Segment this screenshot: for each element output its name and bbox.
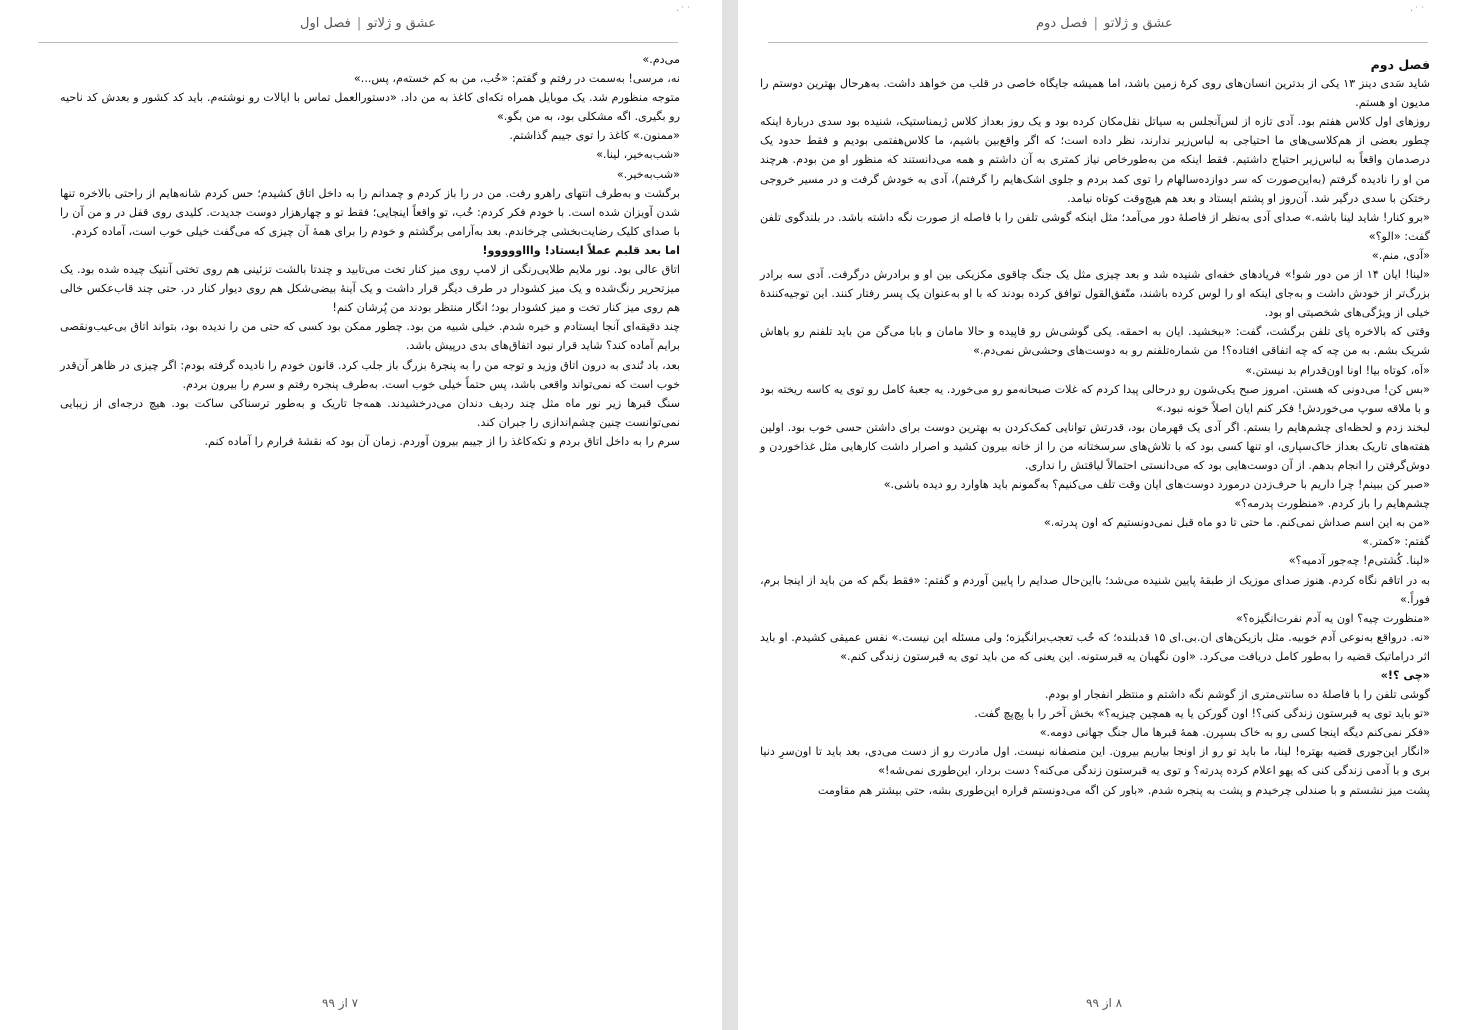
- paragraph: «شب‌به‌خیر.»: [616, 167, 680, 181]
- right-page: [738, 0, 1461, 1030]
- paragraph: چند دقیقه‌ای آنجا ایستادم و خیره شدم. خیلی شبیه من بود. چطور ممکن بود کسی که حتی من را ندیده بود، بتواند اتاق بی‌عیب‌ونقصی برایم آماده کند؟ شاید قرار نبود اتفاق‌های بدی درپیش باشد.: [60, 320, 680, 353]
- paragraph: روزهای اول کلاس هفتم بود. آدی تازه از لس‌آنجلس به سیاتل نقل‌مکان کرده بود و یک روز بعداز کلاس ژیمناستیک، شنیده بود سدی دربارهٔ اینکه چطور بعضی از هم‌کلاسی‌های ما احتیاجی به لباس‌زیر ندارند، نظر داده است؛ که اگر واقع‌بین باشیم، ما کلاس‌هفتمی بودیم و فقط حدود یک درصدمان واقعاً به لباس‌زیر احتیاج داشتیم. فقط اینکه من به‌طورخاص نیاز کمتری به آن داشتم و همه می‌دانستند که منظور او من بودم. هرچند من او را نادیده گرفتم (به‌این‌صورت که سر دوازده‌سالهام را توی کمد بردم و جلوی اشک‌هایم را گرفتم)، آدی به خودش گرفت و در مسیر خروجی رختکن با سدی درگیر شد. آن‌روز او پشتم ایستاد و بعد هم هیچ‌وقت کوتاه نیامد.: [760, 115, 1430, 205]
- paragraph: «آدی، منم.»: [1371, 248, 1430, 262]
- paragraph: «لینا! ایان ۱۴ از من دور شو!» فریادهای خفه‌ای شنیده شد و بعد چیزی مثل یک جنگ چاقوی مکزیکی بین او و برادرش درگرفت. آدی سه برادر بزرگ‌تر از خودش داشت و به‌جای اینکه او را لوس کرده باشند، متّفق‌القول توافق کرده بودند که با او به‌عنوان یک پسر رفتار کنند. این توجیه‌کنندهٔ خیلی از ویژگی‌های شخصیتی او بود.: [760, 268, 1430, 320]
- paragraph: «اَه، کوتاه بیا! اونا اون‌قدرام بد نیستن.»: [1245, 363, 1430, 377]
- paragraph: سرم را به داخل اتاق بردم و تکه‌کاغذ را از جیبم بیرون آوردم. زمان آن بود که نقشهٔ فرارم را آماده کنم.: [204, 434, 680, 448]
- paragraph: «صبر کن ببینم! چرا داریم با حرف‌زدن درمورد دوست‌های ایان وقت تلف می‌کنیم؟ به‌گمونم باید هاوارد رو دیده باشی.»: [883, 478, 1430, 492]
- paragraph: «فکر نمی‌کنم دیگه اینجا کسی رو به خاک بسپرن. همهٔ قبرها مال جنگ جهانی دومه.»: [1039, 726, 1430, 740]
- paragraph: اتاق عالی بود. نور ملایم طلایی‌رنگی از لامپ روی میز کنار تخت می‌تابید و چندتا بالشت تزئینی هم روی تختی آنتیک چیده شده بود. یک میزتحریر رنگ‌شده و یک میز کشودار در طرف دیگر قرار داشت و یک آینهٔ بیضی‌شکل هم روی دیوار کنار در. حتی چند قاب‌عکس خالی هم روی میز کنار تخت و میز کشودار بود؛ انگار منتظر بودند من پُرشان کنم!: [60, 263, 680, 315]
- book-title: عشق و ژلاتو: [367, 16, 436, 31]
- paragraph: متوجه منظورم شد. یک موبایل همراه تکه‌ای کاغذ به من داد. «دستورالعمل تماس با ایالات رو نوشته‌م. باید کد کشور و بعدش کد ناحیه رو بگیری. اگه مشکلی بود، به من بگو.»: [60, 91, 680, 124]
- paragraph: «شب‌به‌خیر، لینا.»: [596, 148, 680, 162]
- scan-corner-mark: ·˙˙: [676, 6, 693, 17]
- paragraph-emphasis: اما بعد قلبم عملاً ایستاد! واااووووو!: [482, 243, 680, 257]
- paragraph: «من به این اسم صداش نمی‌کنم. ما حتی تا دو ماه قبل نمی‌دونستیم که اون پدرته.»: [1043, 516, 1430, 530]
- paragraph: گفتم: «کمتر.»: [1362, 535, 1430, 549]
- chapter-label: فصل اول: [300, 16, 351, 31]
- page-number-right: ۸ از ۹۹: [1086, 996, 1123, 1010]
- paragraph: لبخند زدم و لحظه‌ای چشم‌هایم را بستم. اگر آدی یک قهرمان بود، قدرتش توانایی کمک‌کردن به بهترین دوست برای داشتن حسی خوب بود. اولین هفته‌های تاریک بعداز خاک‌سپاری، او تنها کسی بود که با تلاش‌های سرسختانه من را از خانه بیرون کشید و اصرار داشت کارهایی مثل غذاخوردن و دوش‌گرفتن را انجام بدهم. از آن دوست‌هایی بود که می‌دانستی احتمالاً لیاقتش را نداری.: [760, 420, 1430, 472]
- paragraph: شاید سَدی دینز ۱۳ یکی از بدترین انسان‌های روی کرهٔ زمین باشد، اما همیشه جایگاه خاصی در قلب من خواهد داشت. به‌هرحال بهترین دوستم را مدیون او هستم.: [760, 77, 1430, 110]
- left-page: [0, 0, 722, 1030]
- paragraph: برگشت و به‌طرف انتهای راهرو رفت. من در را باز کردم و چمدانم را به داخل اتاق کشیدم؛ حس کردم شانه‌هایم از راحتی بالاخره تنها شدن آویزان شده است. با خودم فکر کردم: خُب، تو واقعاً اینجایی؛ فقط تو و چهارهزار دوست جدیدت. کلیدی روی قفل در و من آن را با صدای کلیک رضایت‌بخشی چرخاندم. بعد به‌آرامی برگشتم و خودم را برای همهٔ آن چیزی که می‌گفت خیلی خوب است، آماده کردم.: [60, 186, 680, 238]
- paragraph: «منظورت چیه؟ اون یه آدم نفرت‌انگیزه؟»: [1235, 611, 1430, 625]
- paragraph: «برو کنار! شاید لینا باشه.» صدای آدی به‌نظر از فاصلهٔ دور می‌آمد؛ مثل اینکه گوشی تلفن را با فاصله از صورت نگه داشته باشد. در بلندگوی تلفن گفت: «الو؟»: [760, 210, 1430, 243]
- body-text-right: [760, 55, 1430, 800]
- header-separator: |: [356, 16, 362, 31]
- running-head-left: [300, 16, 436, 38]
- paragraph: «نه. درواقع به‌نوعی آدم خوبیه. مثل بازیکن‌های ان.بی.ای ۱۵ قدبلنده؛ که خُب تعجب‌برانگیزه؛ ولی مسئله این نیست.» نفس عمیقی کشیدم. او باید اثر دراماتیک قضیه را به‌طور کامل دریافت می‌کرد. «اون نگهبان یه قبرستونه. این یعنی که من باید توی یه قبرستون زندگی کنم.»: [760, 630, 1430, 663]
- paragraph: گوشی تلفن را با فاصلهٔ ده سانتی‌متری از گوشم نگه داشتم و منتظر انفجار او بودم.: [1044, 688, 1430, 702]
- scan-corner-mark: ·˙˙: [1410, 6, 1427, 17]
- chapter-label: فصل دوم: [1036, 16, 1088, 31]
- header-separator: |: [1093, 16, 1098, 31]
- header-rule: [38, 42, 678, 43]
- book-title: عشق و ژلاتو: [1103, 16, 1173, 31]
- paragraph: می‌دم.»: [642, 53, 680, 66]
- page-number-left: ۷ از ۹۹: [322, 996, 359, 1010]
- paragraph: «تو باید توی یه قبرستون زندگی کنی؟! اون گورکن یا یه همچین چیزیه؟» بخش آخر را با پچ‌پچ گفت.: [974, 707, 1430, 721]
- paragraph: نه، مرسی! به‌سمت در رفتم و گفتم: «خُب، من به کم خسته‌م، پس...»: [353, 72, 680, 86]
- header-rule: [768, 42, 1428, 43]
- paragraph: «ممنون.» کاغذ را توی جیبم گذاشتم.: [509, 129, 680, 143]
- paragraph-emphasis: «چی ؟!»: [1380, 669, 1430, 682]
- paragraph: وقتی که بالاخره پای تلفن برگشت، گفت: «ببخشید. ایان به احمقه. یکی گوشی‌ش رو قاپیده و حالا مامان و بابا می‌گن من باید تلفنم رو باهاش شریک بشم. به من چه که چه اتفاقی افتاده؟! من شماره‌تلفنم رو به دوست‌های وحشی‌ش نمی‌دم.»: [760, 325, 1430, 358]
- paragraph: پشت میز نشستم و با صندلی چرخیدم و پشت به پنجره شدم. «باور کن اگه می‌دونستم قراره این‌طوری بشه، حتی بیشتر هم مقاومت: [817, 783, 1430, 797]
- paragraph: «لینا. کُشتی‌م! چه‌جور آدمیه؟»: [1288, 554, 1430, 568]
- chapter-title: فصل دوم: [1370, 57, 1430, 72]
- paragraph: «انگار این‌جوری قضیه بهتره! لینا، ما باید تو رو از اونجا بیاریم بیرون. این منصفانه نیست. اول مادرت رو از دست می‌دی، بعد باید تا اون‌سرِ دنیا بری و با آدمی زندگی کنی که یهو اعلام کرده پدرته؟ و توی یه قبرستون زندگی می‌کنه؟ دست بردار، این‌طوری نمی‌شه!»: [760, 745, 1430, 778]
- paragraph: بعد، باد تُندی به درون اتاق وزید و توجه من را به پنجرهٔ بزرگ باز جلب کرد. قانون خودم را نادیده گرفته بودم: اگر چیزی در ظاهر آن‌قدر خوب است که نمی‌تواند واقعی باشد، پس حتماً خیلی خوب است. به‌طرف پنجره رفتم و سرم را بیرون بردم.: [60, 358, 680, 391]
- paragraph: سنگ قبرها زیر نور ماه مثل چند ردیف دندان می‌درخشیدند. همه‌جا تاریک و به‌طور ترسناکی ساکت بود. هیچ درجه‌ای از زیبایی نمی‌توانست چنین چشم‌اندازی را جبران کند.: [60, 396, 680, 429]
- running-head-right: [1036, 16, 1173, 38]
- paragraph: چشم‌هایم را باز کردم. «منظورت پدرمه؟»: [1234, 497, 1430, 511]
- paragraph: «بس کن! می‌دونی که هستن. امروز صبح یکی‌شون رو درحالی پیدا کردم که غلات صبحانه‌مو رو می‌خورد. یه جعبهٔ کامل رو توی یه کاسه ریخته بود و با ملاقه سوپ می‌خوردش! فکر کنم ایان اصلاً خونه نبود.»: [760, 382, 1430, 415]
- paragraph: به در اتاقم نگاه کردم. هنوز صدای موزیک از طبقهٔ پایین شنیده می‌شد؛ بااین‌حال صدایم را پایین آوردم و گفتم: «فقط بگم که من باید از اینجا برم، فوراً.»: [760, 573, 1430, 606]
- page-gutter: [722, 0, 738, 1030]
- body-text-left: [60, 50, 680, 451]
